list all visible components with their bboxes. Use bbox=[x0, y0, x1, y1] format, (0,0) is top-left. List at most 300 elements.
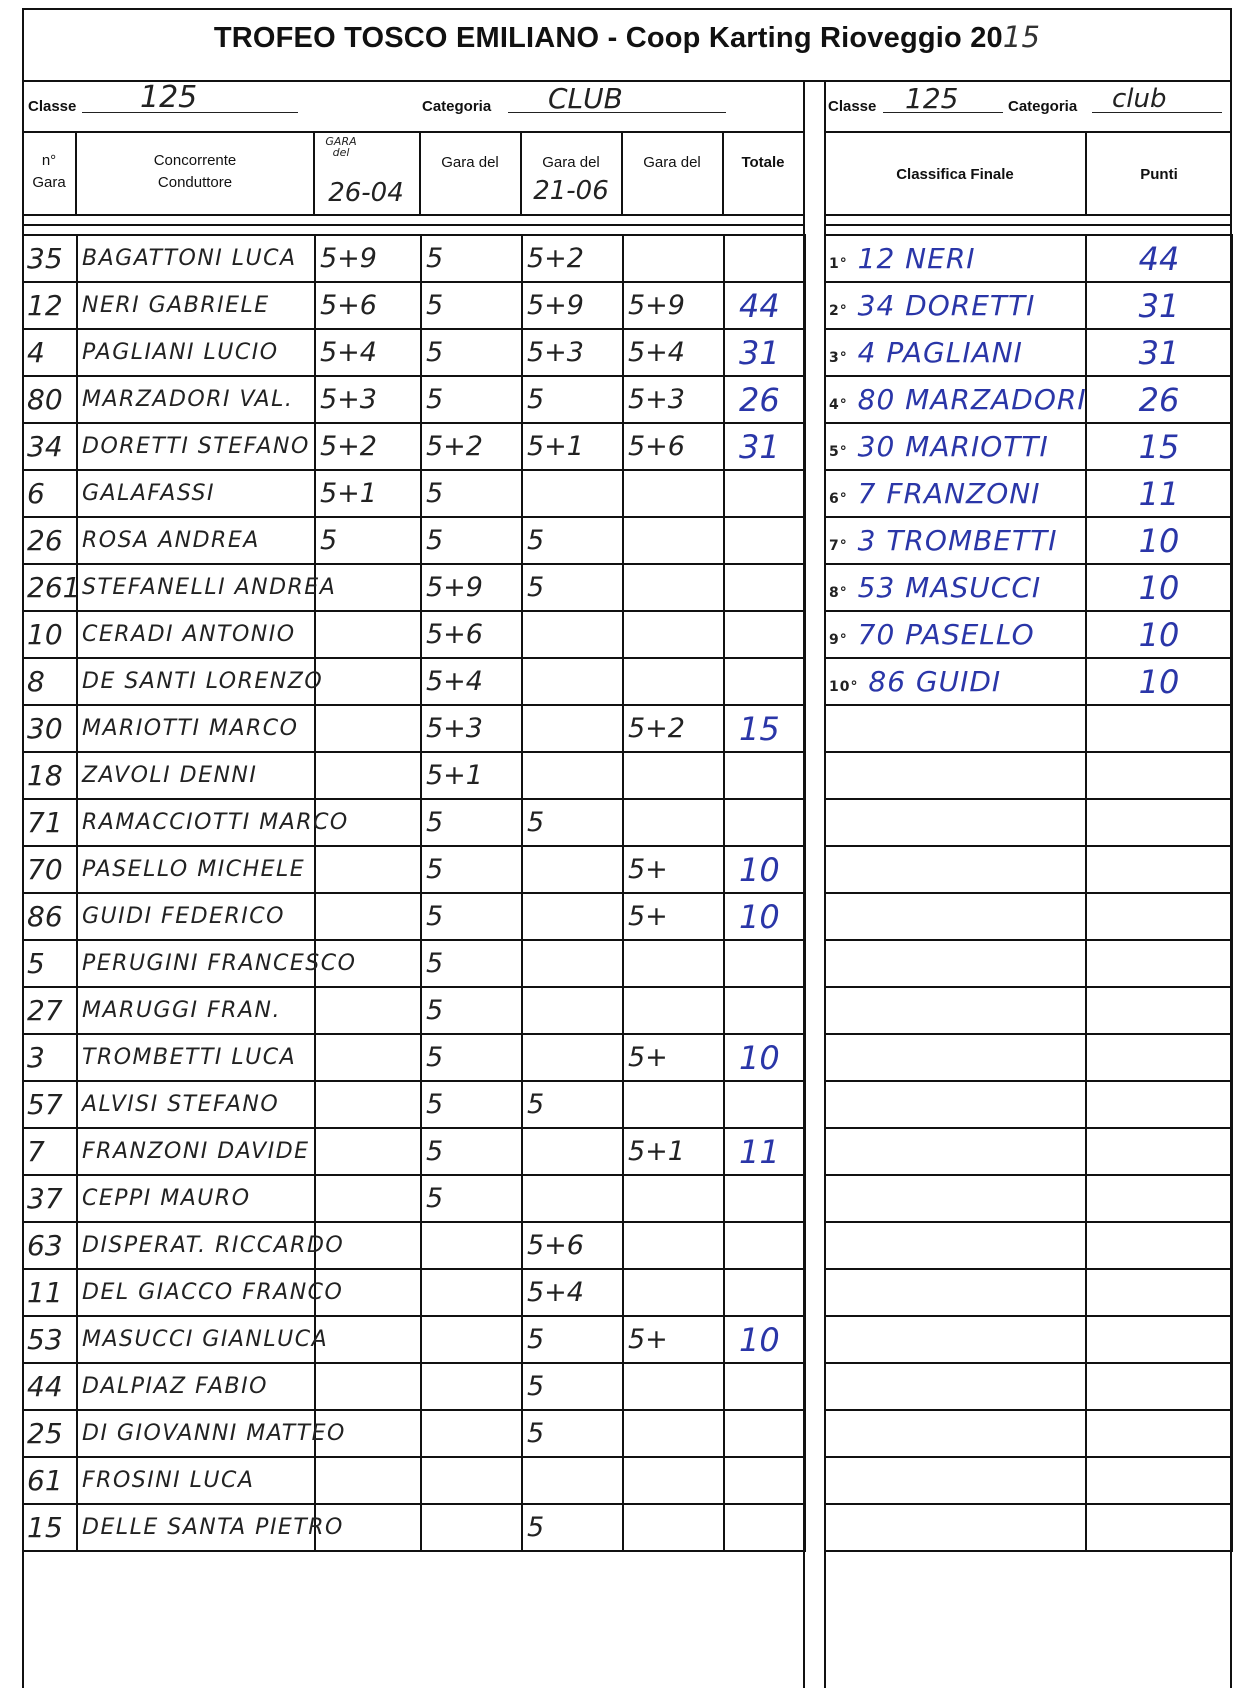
cell-gara3: 5 bbox=[522, 1363, 623, 1410]
cell-gara1 bbox=[315, 1316, 421, 1363]
cell-ranking-points bbox=[1086, 1034, 1232, 1081]
col-gara4-header: Gara del bbox=[643, 154, 701, 171]
right-header-bottom bbox=[825, 214, 1232, 216]
table-row bbox=[23, 470, 805, 517]
cell-race-number: 61 bbox=[23, 1457, 77, 1504]
table-row bbox=[23, 423, 805, 470]
ranking-row bbox=[825, 893, 1232, 940]
cell-gara4 bbox=[623, 940, 724, 987]
cell-gara3: 5+4 bbox=[522, 1269, 623, 1316]
cell-race-number: 71 bbox=[23, 799, 77, 846]
cell-gara3 bbox=[522, 752, 623, 799]
cell-ranking-entry bbox=[825, 799, 1086, 846]
cell-driver-name: PASELLO MICHELE bbox=[77, 846, 315, 893]
cell-gara2 bbox=[421, 1222, 522, 1269]
final-ranking-table bbox=[825, 234, 1233, 1552]
cell-ranking-points bbox=[1086, 893, 1232, 940]
cell-totale bbox=[724, 564, 805, 611]
cell-gara1 bbox=[315, 1081, 421, 1128]
cell-totale bbox=[724, 799, 805, 846]
ranking-row bbox=[825, 987, 1232, 1034]
right-table-top bbox=[825, 224, 1232, 226]
cell-race-number: 15 bbox=[23, 1504, 77, 1551]
cell-ranking-points bbox=[1086, 752, 1232, 799]
cell-gara4 bbox=[623, 470, 724, 517]
cell-gara3: 5 bbox=[522, 1081, 623, 1128]
cell-ranking-points bbox=[1086, 1410, 1232, 1457]
table-row bbox=[23, 517, 805, 564]
cell-gara2: 5+2 bbox=[421, 423, 522, 470]
cell-ranking-points bbox=[1086, 1175, 1232, 1222]
cell-totale bbox=[724, 611, 805, 658]
cell-ranking-entry bbox=[825, 1363, 1086, 1410]
cell-gara2 bbox=[421, 1410, 522, 1457]
cell-gara4 bbox=[623, 799, 724, 846]
cell-totale: 31 bbox=[724, 329, 805, 376]
cell-race-number: 5 bbox=[23, 940, 77, 987]
cell-gara2: 5 bbox=[421, 846, 522, 893]
cell-driver-name: DE SANTI LORENZO bbox=[77, 658, 315, 705]
table-row bbox=[23, 1316, 805, 1363]
cell-totale bbox=[724, 752, 805, 799]
cell-totale bbox=[724, 658, 805, 705]
cell-gara2: 5 bbox=[421, 235, 522, 282]
cell-gara3 bbox=[522, 940, 623, 987]
table-row bbox=[23, 1175, 805, 1222]
table-row bbox=[23, 658, 805, 705]
ranking-row bbox=[825, 658, 1232, 705]
table-row bbox=[23, 752, 805, 799]
cell-gara2: 5 bbox=[421, 799, 522, 846]
cell-ranking-entry bbox=[825, 1222, 1086, 1269]
cell-gara4 bbox=[623, 1222, 724, 1269]
cell-driver-name: MARZADORI VAL. bbox=[77, 376, 315, 423]
title-divider bbox=[22, 80, 1232, 82]
cell-ranking-points: 11 bbox=[1086, 470, 1232, 517]
col-classifica-header: Classifica Finale bbox=[896, 166, 1014, 183]
ranking-row bbox=[825, 1034, 1232, 1081]
cell-gara3: 5 bbox=[522, 1410, 623, 1457]
cell-ranking-entry bbox=[825, 987, 1086, 1034]
table-row bbox=[23, 1222, 805, 1269]
cell-gara1: 5+1 bbox=[315, 470, 421, 517]
cell-gara4: 5+ bbox=[623, 893, 724, 940]
cell-race-number: 3 bbox=[23, 1034, 77, 1081]
cell-driver-name: PAGLIANI LUCIO bbox=[77, 329, 315, 376]
cell-gara2: 5+1 bbox=[421, 752, 522, 799]
cell-gara3: 5+2 bbox=[522, 235, 623, 282]
cell-ranking-points bbox=[1086, 705, 1232, 752]
cell-gara1 bbox=[315, 1175, 421, 1222]
table-row bbox=[23, 329, 805, 376]
table-row bbox=[23, 1128, 805, 1175]
cell-driver-name: FROSINI LUCA bbox=[77, 1457, 315, 1504]
cell-ranking-points bbox=[1086, 1269, 1232, 1316]
cell-race-number: 57 bbox=[23, 1081, 77, 1128]
cell-race-number: 30 bbox=[23, 705, 77, 752]
col-num-header bbox=[24, 150, 74, 194]
cell-gara4: 5+1 bbox=[623, 1128, 724, 1175]
cell-driver-name: DALPIAZ FABIO bbox=[77, 1363, 315, 1410]
ranking-position: 5° bbox=[829, 444, 848, 460]
cell-gara4: 5+9 bbox=[623, 282, 724, 329]
cell-totale: 11 bbox=[724, 1128, 805, 1175]
cell-race-number: 35 bbox=[23, 235, 77, 282]
cell-ranking-entry bbox=[825, 752, 1086, 799]
cell-gara2 bbox=[421, 1363, 522, 1410]
cell-gara2: 5 bbox=[421, 517, 522, 564]
cell-ranking-points bbox=[1086, 1316, 1232, 1363]
table-row bbox=[23, 282, 805, 329]
cell-gara4 bbox=[623, 517, 724, 564]
cell-ranking-points bbox=[1086, 1222, 1232, 1269]
cell-ranking-points: 44 bbox=[1086, 235, 1232, 282]
cell-gara2: 5 bbox=[421, 376, 522, 423]
table-row bbox=[23, 705, 805, 752]
cell-totale bbox=[724, 1175, 805, 1222]
table-row bbox=[23, 611, 805, 658]
cell-gara2: 5 bbox=[421, 940, 522, 987]
col-num-line1: n° bbox=[41, 152, 57, 169]
cell-gara1: 5+9 bbox=[315, 235, 421, 282]
table-row bbox=[23, 799, 805, 846]
ranking-row bbox=[825, 1363, 1232, 1410]
cell-gara3: 5 bbox=[522, 799, 623, 846]
cell-totale: 31 bbox=[724, 423, 805, 470]
cell-gara4 bbox=[623, 752, 724, 799]
cell-ranking-points: 31 bbox=[1086, 329, 1232, 376]
ranking-row bbox=[825, 940, 1232, 987]
ranking-driver: 86 GUIDI bbox=[868, 665, 1002, 698]
ranking-row bbox=[825, 423, 1232, 470]
title-year: 15 bbox=[1002, 20, 1041, 54]
cell-gara4 bbox=[623, 1457, 724, 1504]
cell-gara2: 5 bbox=[421, 987, 522, 1034]
cell-ranking-entry bbox=[825, 1128, 1086, 1175]
cell-gara1 bbox=[315, 987, 421, 1034]
cell-gara4 bbox=[623, 235, 724, 282]
ranking-row bbox=[825, 376, 1232, 423]
cell-gara3 bbox=[522, 846, 623, 893]
left-header-bottom bbox=[22, 214, 804, 216]
cell-totale: 44 bbox=[724, 282, 805, 329]
cell-ranking-entry bbox=[825, 329, 1086, 376]
cell-gara1 bbox=[315, 611, 421, 658]
ranking-driver: 70 PASELLO bbox=[857, 618, 1035, 651]
cell-totale bbox=[724, 1504, 805, 1551]
col-totale-header: Totale bbox=[741, 154, 785, 171]
cell-ranking-entry bbox=[825, 1457, 1086, 1504]
cell-totale bbox=[724, 1081, 805, 1128]
cell-gara4 bbox=[623, 1363, 724, 1410]
cell-driver-name: CEPPI MAURO bbox=[77, 1175, 315, 1222]
cell-ranking-entry bbox=[825, 517, 1086, 564]
cell-totale: 10 bbox=[724, 1034, 805, 1081]
table-row bbox=[23, 940, 805, 987]
cell-gara3 bbox=[522, 705, 623, 752]
cell-gara4 bbox=[623, 1081, 724, 1128]
cell-totale bbox=[724, 470, 805, 517]
cell-gara3 bbox=[522, 470, 623, 517]
ranking-position: 2° bbox=[829, 303, 848, 319]
ranking-driver: 80 MARZADORI bbox=[857, 383, 1087, 416]
cell-race-number: 18 bbox=[23, 752, 77, 799]
ranking-row bbox=[825, 799, 1232, 846]
cell-driver-name: RAMACCIOTTI MARCO bbox=[77, 799, 315, 846]
cell-gara2: 5 bbox=[421, 1128, 522, 1175]
right-categoria-value: club bbox=[1112, 84, 1167, 114]
cell-driver-name: GALAFASSI bbox=[77, 470, 315, 517]
cell-gara3 bbox=[522, 1457, 623, 1504]
table-row bbox=[23, 564, 805, 611]
cell-gara1 bbox=[315, 705, 421, 752]
cell-gara2 bbox=[421, 1504, 522, 1551]
col-conc-header bbox=[77, 150, 313, 194]
ranking-row bbox=[825, 1504, 1232, 1551]
cell-race-number: 25 bbox=[23, 1410, 77, 1457]
cell-ranking-points bbox=[1086, 987, 1232, 1034]
cell-gara3 bbox=[522, 893, 623, 940]
ranking-row bbox=[825, 1410, 1232, 1457]
left-classe-value: 125 bbox=[140, 80, 198, 115]
cell-race-number: 44 bbox=[23, 1363, 77, 1410]
cell-gara1 bbox=[315, 1034, 421, 1081]
cell-ranking-points: 15 bbox=[1086, 423, 1232, 470]
cell-gara1 bbox=[315, 1457, 421, 1504]
cell-ranking-entry bbox=[825, 423, 1086, 470]
cell-ranking-points: 26 bbox=[1086, 376, 1232, 423]
ranking-driver: 34 DORETTI bbox=[857, 289, 1036, 322]
right-categoria-label: Categoria bbox=[1008, 98, 1078, 115]
cell-gara4: 5+6 bbox=[623, 423, 724, 470]
table-row bbox=[23, 235, 805, 282]
cell-race-number: 70 bbox=[23, 846, 77, 893]
cell-totale: 10 bbox=[724, 1316, 805, 1363]
cell-gara1 bbox=[315, 893, 421, 940]
ranking-row bbox=[825, 470, 1232, 517]
cell-totale bbox=[724, 1222, 805, 1269]
cell-race-number: 37 bbox=[23, 1175, 77, 1222]
right-classe-label: Classe bbox=[828, 98, 877, 115]
cell-gara4: 5+2 bbox=[623, 705, 724, 752]
ranking-driver: 3 TROMBETTI bbox=[857, 524, 1058, 557]
table-row bbox=[23, 1081, 805, 1128]
cell-gara4: 5+ bbox=[623, 1034, 724, 1081]
cell-gara2: 5+6 bbox=[421, 611, 522, 658]
cell-ranking-entry bbox=[825, 658, 1086, 705]
cell-ranking-entry bbox=[825, 893, 1086, 940]
right-header-top bbox=[825, 131, 1232, 133]
ranking-row bbox=[825, 752, 1232, 799]
cell-gara1 bbox=[315, 752, 421, 799]
table-row bbox=[23, 1034, 805, 1081]
cell-gara4 bbox=[623, 658, 724, 705]
cell-totale bbox=[724, 235, 805, 282]
ranking-row bbox=[825, 1457, 1232, 1504]
cell-totale: 10 bbox=[724, 893, 805, 940]
cell-ranking-points bbox=[1086, 1128, 1232, 1175]
table-row bbox=[23, 1504, 805, 1551]
cell-gara1: 5+2 bbox=[315, 423, 421, 470]
ranking-row bbox=[825, 329, 1232, 376]
cell-totale: 10 bbox=[724, 846, 805, 893]
cell-totale bbox=[724, 1269, 805, 1316]
col-punti-header: Punti bbox=[1140, 166, 1178, 183]
cell-gara2: 5 bbox=[421, 1034, 522, 1081]
results-table bbox=[22, 234, 806, 1552]
cell-ranking-entry bbox=[825, 1269, 1086, 1316]
cell-driver-name: ALVISI STEFANO bbox=[77, 1081, 315, 1128]
cell-gara2 bbox=[421, 1269, 522, 1316]
cell-ranking-points: 10 bbox=[1086, 611, 1232, 658]
cell-gara1: 5+6 bbox=[315, 282, 421, 329]
table-row bbox=[23, 376, 805, 423]
cell-driver-name: DISPERAT. RICCARDO bbox=[77, 1222, 315, 1269]
cell-driver-name: GUIDI FEDERICO bbox=[77, 893, 315, 940]
cell-ranking-entry bbox=[825, 376, 1086, 423]
table-row bbox=[23, 987, 805, 1034]
cell-driver-name: TROMBETTI LUCA bbox=[77, 1034, 315, 1081]
ranking-row bbox=[825, 1081, 1232, 1128]
ranking-position: 4° bbox=[829, 397, 848, 413]
cell-totale bbox=[724, 940, 805, 987]
title-text: TROFEO TOSCO EMILIANO - Coop Karting Rioveggio 20 bbox=[213, 22, 1003, 54]
ranking-row bbox=[825, 235, 1232, 282]
cell-gara3: 5 bbox=[522, 376, 623, 423]
cell-ranking-entry bbox=[825, 564, 1086, 611]
cell-totale bbox=[724, 1363, 805, 1410]
cell-totale: 26 bbox=[724, 376, 805, 423]
col-gara1-date: 26-04 bbox=[328, 178, 404, 208]
cell-ranking-entry bbox=[825, 846, 1086, 893]
cell-driver-name: DEL GIACCO FRANCO bbox=[77, 1269, 315, 1316]
cell-gara2: 5 bbox=[421, 282, 522, 329]
cell-ranking-entry bbox=[825, 1175, 1086, 1222]
cell-driver-name: MARIOTTI MARCO bbox=[77, 705, 315, 752]
cell-driver-name: ZAVOLI DENNI bbox=[77, 752, 315, 799]
cell-ranking-points: 10 bbox=[1086, 564, 1232, 611]
col-gara3-date: 21-06 bbox=[533, 176, 609, 206]
table-row bbox=[23, 1410, 805, 1457]
ranking-row bbox=[825, 705, 1232, 752]
cell-ranking-entry bbox=[825, 282, 1086, 329]
cell-gara3: 5 bbox=[522, 1316, 623, 1363]
cell-totale bbox=[724, 987, 805, 1034]
cell-gara3 bbox=[522, 658, 623, 705]
cell-gara4 bbox=[623, 987, 724, 1034]
cell-race-number: 4 bbox=[23, 329, 77, 376]
cell-race-number: 10 bbox=[23, 611, 77, 658]
cell-race-number: 26 bbox=[23, 517, 77, 564]
cell-gara1: 5+3 bbox=[315, 376, 421, 423]
table-row bbox=[23, 893, 805, 940]
ranking-position: 6° bbox=[829, 491, 848, 507]
cell-gara4: 5+ bbox=[623, 846, 724, 893]
cell-gara3: 5+6 bbox=[522, 1222, 623, 1269]
cell-gara2 bbox=[421, 1316, 522, 1363]
left-header-top bbox=[22, 131, 804, 133]
cell-gara4 bbox=[623, 1504, 724, 1551]
cell-gara2: 5 bbox=[421, 329, 522, 376]
cell-ranking-points: 10 bbox=[1086, 658, 1232, 705]
table-row bbox=[23, 846, 805, 893]
ranking-position: 10° bbox=[829, 679, 859, 695]
cell-race-number: 63 bbox=[23, 1222, 77, 1269]
cell-ranking-entry bbox=[825, 1410, 1086, 1457]
cell-gara4 bbox=[623, 1410, 724, 1457]
ranking-row bbox=[825, 1222, 1232, 1269]
ranking-row bbox=[825, 282, 1232, 329]
cell-ranking-entry bbox=[825, 611, 1086, 658]
ranking-driver: 4 PAGLIANI bbox=[857, 336, 1023, 369]
ranking-row bbox=[825, 1269, 1232, 1316]
cell-race-number: 53 bbox=[23, 1316, 77, 1363]
cell-driver-name: CERADI ANTONIO bbox=[77, 611, 315, 658]
cell-gara4: 5+ bbox=[623, 1316, 724, 1363]
cell-driver-name: ROSA ANDREA bbox=[77, 517, 315, 564]
left-categoria-value: CLUB bbox=[548, 82, 623, 115]
ranking-row bbox=[825, 1175, 1232, 1222]
cell-gara2: 5 bbox=[421, 470, 522, 517]
cell-ranking-points bbox=[1086, 1457, 1232, 1504]
cell-gara3: 5 bbox=[522, 1504, 623, 1551]
cell-driver-name: PERUGINI FRANCESCO bbox=[77, 940, 315, 987]
cell-gara2: 5+4 bbox=[421, 658, 522, 705]
cell-ranking-points bbox=[1086, 940, 1232, 987]
ranking-position: 9° bbox=[829, 632, 848, 648]
cell-driver-name: MARUGGI FRAN. bbox=[77, 987, 315, 1034]
ranking-row bbox=[825, 517, 1232, 564]
cell-race-number: 27 bbox=[23, 987, 77, 1034]
cell-gara3 bbox=[522, 1034, 623, 1081]
cell-gara3 bbox=[522, 987, 623, 1034]
ranking-driver: 30 MARIOTTI bbox=[857, 430, 1049, 463]
ranking-position: 3° bbox=[829, 350, 848, 366]
ranking-driver: 53 MASUCCI bbox=[857, 571, 1042, 604]
cell-gara4: 5+4 bbox=[623, 329, 724, 376]
cell-ranking-entry bbox=[825, 235, 1086, 282]
cell-totale bbox=[724, 1457, 805, 1504]
cell-gara2: 5 bbox=[421, 1081, 522, 1128]
cell-ranking-points bbox=[1086, 1081, 1232, 1128]
cell-gara1: 5 bbox=[315, 517, 421, 564]
cell-gara4 bbox=[623, 1175, 724, 1222]
col-gara1-small: GARA del bbox=[325, 135, 357, 159]
cell-race-number: 8 bbox=[23, 658, 77, 705]
cell-race-number: 86 bbox=[23, 893, 77, 940]
cell-race-number: 6 bbox=[23, 470, 77, 517]
ranking-row bbox=[825, 846, 1232, 893]
cell-ranking-points bbox=[1086, 1504, 1232, 1551]
cell-gara3: 5+1 bbox=[522, 423, 623, 470]
ranking-position: 1° bbox=[829, 256, 848, 272]
cell-race-number: 11 bbox=[23, 1269, 77, 1316]
cell-gara1 bbox=[315, 846, 421, 893]
cell-ranking-points bbox=[1086, 1363, 1232, 1410]
cell-gara3: 5+9 bbox=[522, 282, 623, 329]
ranking-row bbox=[825, 1316, 1232, 1363]
ranking-position: 8° bbox=[829, 585, 848, 601]
ranking-driver: 7 FRANZONI bbox=[857, 477, 1041, 510]
sheet-title bbox=[22, 20, 1232, 55]
cell-gara2: 5+9 bbox=[421, 564, 522, 611]
col-gara3-header: Gara del bbox=[542, 154, 600, 171]
left-categoria-label: Categoria bbox=[422, 98, 492, 115]
cell-gara3: 5 bbox=[522, 517, 623, 564]
cell-ranking-entry bbox=[825, 940, 1086, 987]
ranking-row bbox=[825, 1128, 1232, 1175]
cell-totale: 15 bbox=[724, 705, 805, 752]
